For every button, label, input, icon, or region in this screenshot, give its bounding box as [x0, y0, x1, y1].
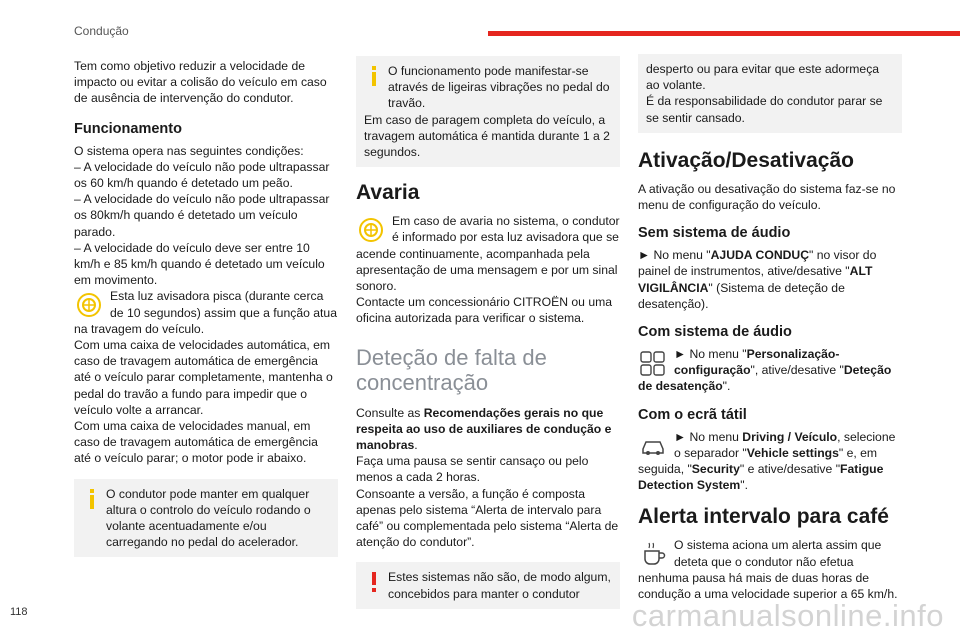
consulte-paragraph: Consulte as Recomendações gerais no que respeita ao uso de auxiliares de condução e manobras.: [356, 405, 612, 453]
pause-paragraph: Faça uma pausa se sentir cansaço ou pelo menos a cada 2 horas.: [356, 454, 589, 485]
sem-audio-heading: Sem sistema de áudio: [638, 225, 791, 242]
ecra-heading: Com o ecrã tátil: [638, 406, 747, 423]
column-3: [638, 50, 902, 602]
vibration-note-text: O funcionamento pode manifestar-se através de ligeiras vibrações no pedal do travão.: [388, 64, 610, 111]
column-1: [74, 50, 338, 557]
ativacao-paragraph: A ativação ou desativação do sistema faz-se no menu de configuração do veículo.: [638, 181, 896, 213]
warning-note-text: Estes sistemas não são, de modo algum, concebidos para manter o condutor: [388, 570, 611, 601]
auto-gearbox-paragraph: Com uma caixa de velocidades automática, em caso de travagem automática de emergência até o veículo parar completamente, mantenha o pedal do travão a fundo para impedir que o veículo volte a arrancar.: [74, 338, 333, 417]
sem-audio-paragraph: ► No menu "AJUDA CONDUÇ" no visor do painel de instrumentos, ative/desative "ALT VIGILÂNCIA" (Sistema de deteção de desatenção).: [638, 248, 877, 311]
intro-paragraph: Tem como objetivo reduzir a velocidade de impacto ou evitar a colisão do veículo em caso de ausência de intervenção do condutor.: [74, 59, 327, 106]
avaria-heading: Avaria: [356, 181, 420, 205]
avaria-contact: Contacte um concessionário CITROËN ou uma oficina autorizada para verificar o sistema.: [356, 295, 613, 326]
warning-note-responsibility: É da responsabilidade do condutor parar se se sentir cansado.: [646, 94, 883, 125]
car-icon: [638, 431, 668, 461]
warning-note-continued: [638, 54, 902, 133]
stop-hold-text: Em caso de paragem completa do veículo, a travagem automática é mantida durante 1 a 2 segundos.: [364, 112, 610, 160]
collision-warning-light-icon: [74, 290, 104, 320]
settings-menu-icon: [638, 348, 668, 378]
cafe-heading: Alerta intervalo para café: [638, 505, 889, 529]
coffee-cup-icon: [638, 539, 668, 569]
info-icon: [84, 489, 100, 509]
condition-moving-vehicle: – A velocidade do veículo deve ser entre 10 km/h e 85 km/h quando é detetado um veículo em movimento.: [74, 240, 325, 288]
warning-note-continued-text: desperto ou para evitar que este adormeça ao volante.: [646, 62, 880, 93]
page-number: 118: [10, 606, 28, 618]
collision-warning-light-icon: [356, 215, 386, 245]
warning-exclamation-icon: [366, 572, 382, 592]
info-note: [74, 479, 338, 558]
version-paragraph: Consoante a versão, a função é composta apenas pelo sistema “Alerta de intervalo para café” ou complementada pelo sistema “Alerta de atenção do condutor”.: [356, 486, 619, 550]
watermark: carmanualsonline.info: [631, 598, 944, 633]
info-note-text: O condutor pode manter em qualquer altura o controlo do veículo rodando o volante acentuadamente e/ou carregando no pedal do acelerador.: [106, 486, 311, 550]
com-audio-heading: Com sistema de áudio: [638, 324, 792, 341]
condition-stopped-vehicle: – A velocidade do veículo não pode ultrapassar os 80km/h quando é detetado um veículo parado.: [74, 192, 330, 239]
manual-gearbox-paragraph: Com uma caixa de velocidades manual, em caso de travagem automática de emergência até o veículo parar; o motor pode ir abaixo.: [74, 419, 318, 466]
detecao-heading: Deteção de falta de concentração: [356, 344, 547, 395]
cafe-paragraph: O sistema aciona um alerta assim que deteta que o condutor não efetua nenhuma pausa há mais de duas horas de condução a uma velocidade superior a 65 km/h.: [638, 538, 898, 602]
ecra-paragraph: ► No menu Driving / Veículo, selecione o separador "Vehicle settings" e, em seguida, "Security" e ative/desative "Fatigue Detection System".: [638, 429, 896, 493]
com-audio-paragraph: ► No menu "Personalização-configuração", ative/desative "Deteção de desatenção".: [638, 347, 892, 394]
condition-pedestrian: – A velocidade do veículo não pode ultrapassar os 60 km/h quando é detetado um peão.: [74, 159, 330, 191]
header-section-title: Condução: [74, 24, 129, 38]
vibration-note: [356, 56, 620, 167]
column-2: [356, 50, 620, 609]
ativacao-heading: Ativação/Desativação: [638, 148, 854, 172]
conditions-intro: O sistema opera nas seguintes condições:: [74, 143, 304, 158]
warning-note: [356, 562, 620, 608]
warning-light-paragraph: Esta luz avisadora pisca (durante cerca de 10 segundos) assim que a função atua na travagem do veículo.: [74, 289, 337, 336]
funcionamento-heading: Funcionamento: [74, 120, 182, 137]
info-icon: [366, 66, 382, 86]
avaria-paragraph: Em caso de avaria no sistema, o condutor é informado por esta luz avisadora que se acende continuamente, acompanhada pela apresentação de uma mensagem e por um sinal sonoro.: [356, 214, 620, 294]
header-accent-bar: [488, 31, 960, 36]
